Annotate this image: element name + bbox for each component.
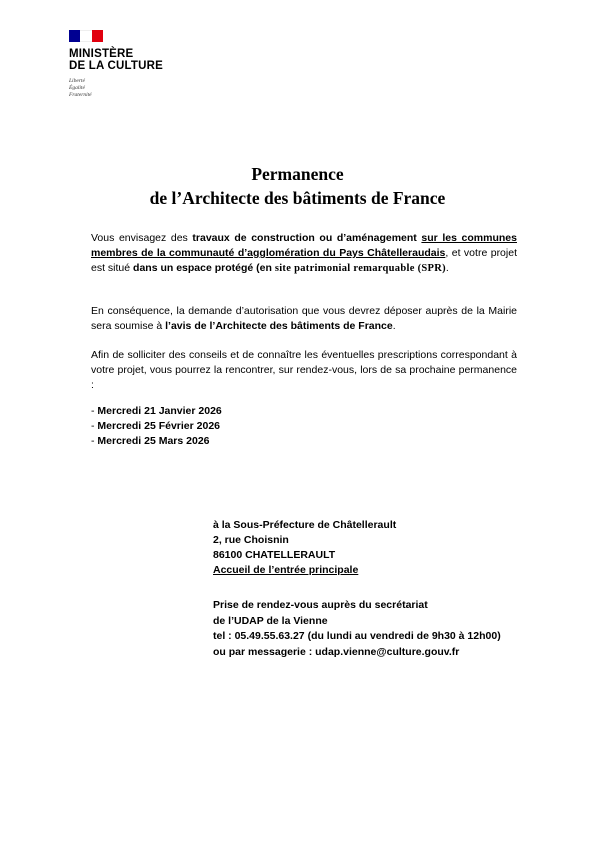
motto-egalite: Égalité — [69, 85, 85, 91]
ministry-logo — [69, 30, 163, 99]
ministry-line-2: DE LA CULTURE — [69, 60, 163, 72]
list-item: - Mercredi 25 Mars 2026 — [91, 435, 210, 447]
contact-line-2: de l’UDAP de la Vienne — [213, 614, 328, 627]
ministry-line-1: MINISTÈRE — [69, 48, 134, 60]
intro-paren: (en — [253, 262, 275, 274]
consequence-paragraph — [91, 304, 517, 334]
intro-period: . — [445, 262, 449, 274]
consequence-text: En conséquence, la demande d’autorisation que vous devrez déposer auprès de la Mairie sera soumise à — [91, 305, 517, 332]
address-line-3: 86100 CHATELLERAULT — [213, 549, 336, 561]
list-item: - Mercredi 21 Janvier 2026 — [91, 405, 222, 417]
consequence-emphasis: l’avis de l’Architecte des bâtiments de France — [165, 320, 393, 332]
title-line-1: Permanence — [251, 164, 344, 184]
address-line-2: 2, rue Choisnin — [213, 534, 289, 546]
contact-email: ou par messagerie : udap.vienne@culture.gouv.fr — [213, 645, 460, 658]
document-title — [0, 162, 595, 210]
intro-communes-underlined: sur les communes membres de la communauté d’agglomération du Pays Châtelleraudais — [91, 232, 517, 259]
address-block — [213, 518, 396, 578]
list-item: - Mercredi 25 Février 2026 — [91, 420, 221, 432]
address-line-1: à la Sous-Préfecture de Châtellerault — [213, 519, 397, 531]
intro-text-2: , et votre projet est situé — [91, 247, 517, 274]
title-line-2: de l’Architecte des bâtiments de France — [149, 188, 446, 208]
intro-paragraph — [91, 231, 517, 276]
contact-block — [213, 598, 501, 660]
french-flag-icon — [69, 30, 103, 42]
motto-fraternite: Fraternité — [69, 92, 92, 98]
dates-list — [91, 404, 222, 449]
intro-text-1: Vous envisagez des — [91, 232, 193, 244]
intro-protected-emphasis: dans un espace protégé — [133, 262, 254, 274]
advice-paragraph: Afin de solliciter des conseils et de connaître les éventuelles prescriptions correspondant à votre projet, vous pourrez la rencontrer, sur rendez-vous, lors de sa prochaine permanence : — [91, 349, 517, 391]
address-line-4: Accueil de l’entrée principale — [213, 564, 359, 576]
contact-line-1: Prise de rendez-vous auprès du secrétariat — [213, 599, 428, 611]
intro-works-emphasis: travaux de construction ou d’aménagement — [192, 232, 417, 244]
contact-phone: tel : 05.49.55.63.27 (du lundi au vendredi de 9h30 à 12h00) — [213, 630, 501, 642]
consequence-period: . — [392, 320, 396, 332]
ministry-name — [69, 48, 163, 72]
republic-motto — [69, 78, 163, 99]
motto-liberte: Liberté — [69, 78, 85, 84]
intro-spr-emphasis: site patrimonial remarquable (SPR) — [274, 263, 446, 274]
